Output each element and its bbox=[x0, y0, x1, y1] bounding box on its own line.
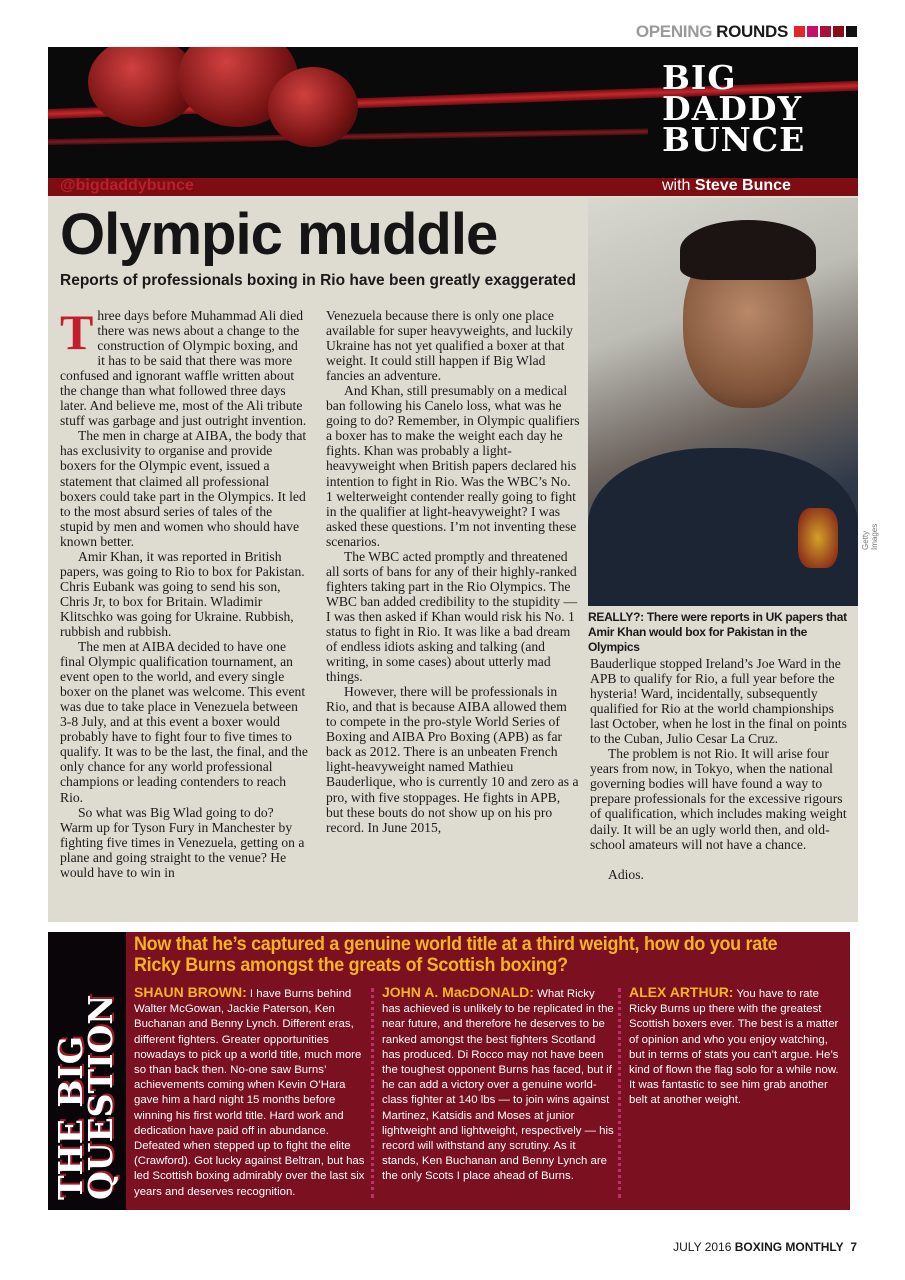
divider bbox=[371, 988, 374, 1198]
section-square bbox=[794, 26, 805, 37]
article-column-2 bbox=[326, 308, 580, 835]
article-title: Olympic muddle bbox=[60, 202, 498, 267]
paragraph: Venezuela because there is only one place available for super heavyweights, and luckily Ukraine has not yet qualified a boxer at that weight. It could still happen if Big Wlad fancies an adventure. bbox=[326, 308, 573, 384]
page-footer: JULY 2016 BOXING MONTHLY 7 bbox=[673, 1240, 857, 1254]
paragraph: hree days before Muhammad Ali died there was news about a change to the construction of Olympic boxing, and it has to be said that there was more confused and ignorant waffle written about the change than what followed three days later. And believe me, most of the Ali tribute stuff was garbage and just outright invention. bbox=[60, 308, 307, 429]
answer-john-macdonald: JOHN A. MacDONALD: What Ricky has achieved is unlikely to be replicated in the near future, and therefore he deserves to be ranked amongst the best fighters Scotland has produced. Di Rocco may not have been the toughest opponent Burns has faced, but if he can add a victory over a genuine world-class fighter at 140 lbs — to join wins against Martinez, Katsidis and Moses at junior lightweight and lightweight, respectively — his record will withstand any scrutiny. As it stands, Ken Buchanan and Benny Lynch are the only Scots I place ahead of Burns. bbox=[382, 984, 614, 1183]
section-square bbox=[820, 26, 831, 37]
paragraph: The problem is not Rio. It will arise four years from now, in Tokyo, when the national governing bodies will have found a way to prepare professionals for the excessive rigours of qualification, which includes making weight daily. It will be an ugly world then, and old-school amateurs will not have a chance. bbox=[590, 746, 847, 852]
answer-alex-arthur: ALEX ARTHUR: You have to rate Ricky Burns up there with the greatest Scottish boxers ever. The best is a matter of opinion and who you enjoy watching, but in terms of stats you can’t argue. He’s kind of flown the flag solo for a while now. It was fantastic to see him grab another belt at another weight. bbox=[629, 984, 839, 1107]
drop-cap: T bbox=[60, 304, 94, 360]
paragraph: The men in charge at AIBA, the body that has exclusivity to organise and provide boxers for the Olympic event, issued a statement that claimed all professional boxers could take part in the Olympics. It led to the most absurd series of tales of the stupid by men and women who should have known better. bbox=[60, 428, 307, 549]
paragraph: Bauderlique stopped Ireland’s Joe Ward in the APB to qualify for Rio, a full year before the hysteria! Ward, incidentally, subsequently qualified for Rio at the world championships last October, when he lost in the final on points to the Cuban, Julio Cesar La Cruz. bbox=[590, 656, 847, 747]
section-square bbox=[807, 26, 818, 37]
amir-khan-photo bbox=[588, 198, 858, 606]
column-logo: BIG DADDY BUNCE bbox=[662, 58, 806, 159]
paragraph: Adios. bbox=[608, 866, 644, 882]
section-header bbox=[636, 22, 857, 42]
section-square bbox=[833, 26, 844, 37]
paragraph: The WBC acted promptly and threatened all sorts of bans for any of their highly-ranked fighters taking part in the Rio Olympics. The WBC ban added credibility to the stupidity — I was then asked if Khan would risk his No. 1 status to fight in Rio. It was like a bad dream of endless idiots asking and talking (and writing, in some cases) about utterly mad things. bbox=[326, 548, 578, 685]
article-column-1 bbox=[60, 304, 308, 880]
paragraph: So what was Big Wlad going to do? Warm up for Tyson Fury in Manchester by fighting five times in Venezuela, getting on a plane and going straight to the venue? He would have to win in bbox=[60, 804, 305, 880]
paragraph: However, there will be professionals in Rio, and that is because AIBA allowed them to compete in the pro-style World Series of Boxing and AIBA Pro Boxing (APB) as far back as 2012. There is an unbeaten French light-heavyweight named Mathieu Bauderlique, who is currently 10 and zero as a pro, with five stoppages. He fights in APB, but these bouts do not show up on his pro record. In June 2015, bbox=[326, 684, 579, 835]
paragraph: And Khan, still presumably on a medical ban following his Canelo loss, what was he going to do? Remember, in Olympic qualifiers a boxer has to make the weight each day he fights. Khan was probably a light-heavyweight when British papers declared his intention to fight in Rio. Was the WBC’s No. 1 welterweight contender really going to fight in the qualifier at light-heavyweight? I was asked these questions. I’m not inventing these scenarios. bbox=[326, 383, 580, 549]
section-squares bbox=[792, 22, 857, 42]
divider bbox=[618, 988, 621, 1198]
article-column-3 bbox=[590, 656, 852, 882]
section-square bbox=[846, 26, 857, 37]
big-question-text: Now that he’s captured a genuine world title at a third weight, how do you rate Ricky Burns amongst the greats of Scottish boxing? bbox=[134, 933, 778, 976]
section-label-dark: ROUNDS bbox=[716, 22, 788, 41]
photo-caption: REALLY?: There were reports in UK papers that Amir Khan would box for Pakistan in the Olympics bbox=[588, 610, 847, 654]
section-label-light: OPENING bbox=[635, 22, 713, 41]
paragraph: The men at AIBA decided to have one final Olympic qualification tournament, an event open to the world, and every single boxer on the planet was welcome. This event was due to take place in Venezuela between 3-8 July, and at this event a boxer would probably have to fight four to five times to qualify. It was to be the last, the final, and the only chance for any world professional champions or leading contenders to reach Rio. bbox=[60, 639, 308, 805]
crest-icon bbox=[798, 508, 838, 568]
twitter-handle: @bigdaddybunce bbox=[60, 177, 194, 194]
byline: with Steve Bunce bbox=[662, 177, 791, 194]
standfirst: Reports of professionals boxing in Rio have been greatly exaggerated bbox=[60, 272, 576, 289]
answer-shaun-brown: SHAUN BROWN: I have Burns behind Walter McGowan, Jackie Paterson, Ken Buchanan and Benny Lynch. Different eras, different fighters. Greater opportunities nowadays to pick up a world title, much more so than back then. No-one saw Burns’ achievements coming when Kevin O’Hara gave him a hard night 15 months before winning his first world title. Hard work and dedication have paid off in abundance. Defeated when stepped up to fight the elite (Crawford). Got lucky against Beltran, but has led Scottish boxing admirably over the last six years and deserves recognition. bbox=[134, 984, 365, 1198]
photo-credit: Getty Images bbox=[861, 523, 879, 550]
big-question-label: THE BIG QUESTION bbox=[51, 994, 120, 1200]
paragraph: Amir Khan, it was reported in British papers, was going to Rio to box for Pakistan. Chris Eubank was going to send his son, Chris Jr, to box for Britain. Wladimir Klitschko was going for Ukraine. Rubbish, rubbish and rubbish. bbox=[60, 548, 305, 639]
